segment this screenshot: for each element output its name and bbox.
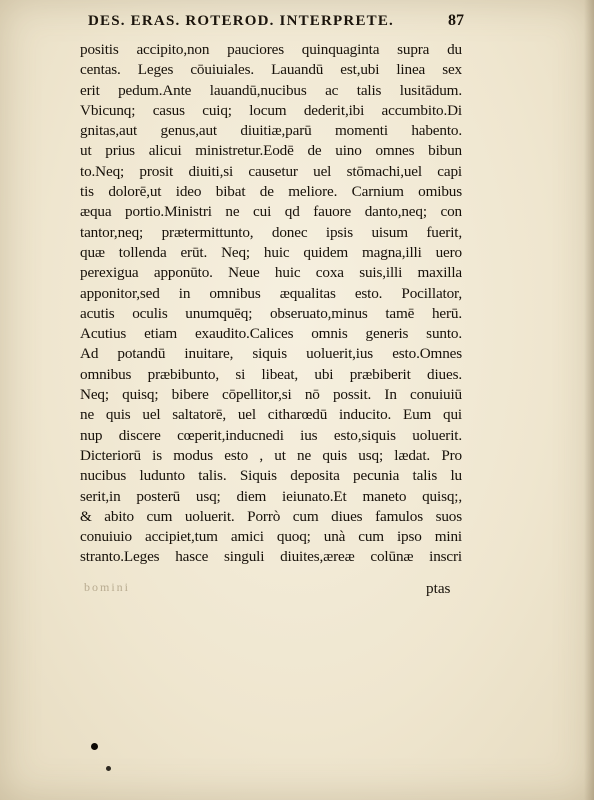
show-through-text: bomini	[84, 580, 131, 594]
text-line: Vbicunq; casus cuiq; locum dederit,ibi accumbito.Di	[80, 101, 462, 119]
page-header	[88, 12, 464, 34]
text-line: centas. Leges cōuiuiales. Lauandū est,ubi linea sex	[80, 61, 462, 79]
text-line: Neq; quisq; bibere cōpellitor,si nō possit. In conuiuiū	[80, 386, 462, 404]
ink-spot	[106, 766, 111, 771]
text-line: perexigua apponūto. Neue huic coxa suis,illi maxilla	[80, 264, 462, 282]
text-line: Ad potandū inuitare, siquis uoluerit,ius esto.Omnes	[80, 345, 462, 363]
text-line: Acutius etiam exaudito.Calices omnis generis sunto.	[80, 325, 462, 343]
text-line: positis accipito,non pauciores quinquaginta supra du	[80, 41, 462, 58]
text-line: omnibus præbibunto, si libeat, ubi præbiberit diues.	[80, 365, 462, 383]
body-text	[80, 40, 462, 568]
text-line: ut prius alicui ministretur.Eodē de uino omnes bibun	[80, 142, 462, 160]
text-line: ne quis uel saltatorē, uel citharœdū inducito. Eum qui	[80, 406, 462, 424]
catchword: ptas	[426, 580, 451, 597]
text-line: tis dolorē,ut ideo bibat de meliore. Carnium omibus	[80, 183, 462, 201]
text-line: acutis oculis unumquēq; obseruato,minus tamē herū.	[80, 304, 462, 322]
text-line: nup discere cœperit,inducnedi ius esto,siquis uoluerit.	[80, 426, 462, 444]
text-line: to.Neq; prosit diuiti,si causetur uel stōmachi,uel capi	[80, 162, 462, 180]
running-head: DES. ERAS. ROTEROD. INTERPRETE.	[88, 13, 395, 29]
text-line: apponitor,sed in omnibus æqualitas esto. Pocillator,	[80, 284, 462, 302]
page-edge-shadow	[584, 0, 594, 800]
text-line: nucibus luduntо talis. Siquis deposita pecunia talis lu	[80, 467, 462, 485]
text-line: & abito cum uoluerit. Porrò cum diues famulos suos	[80, 507, 462, 525]
text-line: gnitas,aut genus,aut diuitiæ,parū momenti habento.	[80, 122, 462, 140]
ink-spot	[91, 743, 98, 750]
page-number: 87	[448, 12, 464, 29]
text-line: Dicteriorū is modus esto , ut ne quis usq; lædat. Pro	[80, 446, 462, 464]
text-line: æqua portio.Ministri ne cui qd fauore danto,neq; con	[80, 203, 462, 221]
text-line: stranto.Leges hasce singuli diuites,æreæ colūnæ inscri	[80, 548, 462, 566]
text-line: erit pedum.Ante lauandū,nucibus ac talis lusitādum.	[80, 81, 462, 99]
text-line: quæ tollenda erūt. Neq; huic quidem magna,illi uero	[80, 243, 462, 261]
text-line: tantor,neq; prætermittunto, donec ipsis uisum fuerit,	[80, 223, 462, 241]
text-line: conuiuio accipiet,tum amici quoq; unà cum ipso mini	[80, 528, 462, 546]
text-line: serit,in posterū usq; diem ieiunato.Et maneto quisq;,	[80, 487, 462, 505]
